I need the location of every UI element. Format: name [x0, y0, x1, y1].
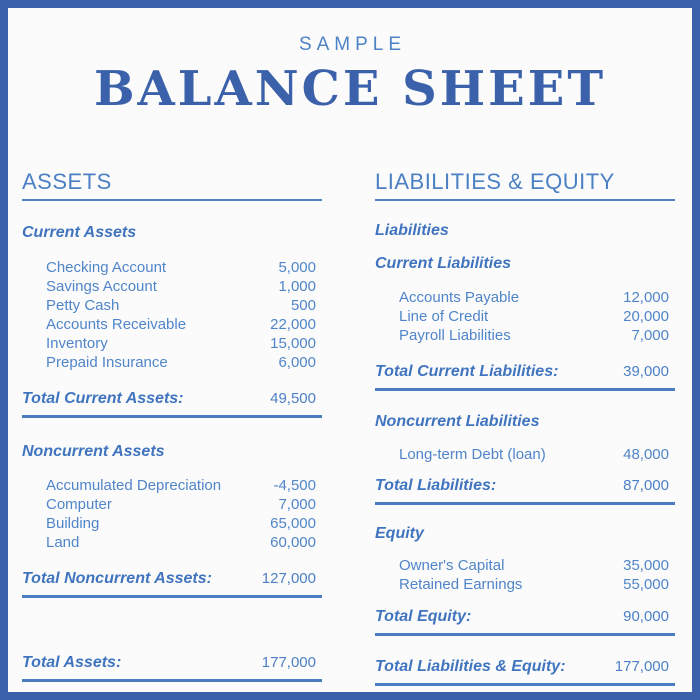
item-value: 22,000	[270, 316, 316, 333]
total-equity-row	[375, 607, 675, 636]
total-label: Total Equity:	[375, 608, 472, 625]
line-item-inventory	[22, 334, 322, 353]
line-item-accounts-receivable	[22, 315, 322, 334]
item-value: 5,000	[278, 259, 316, 276]
sample-label: SAMPLE	[298, 34, 407, 55]
line-item-accumulated-depreciation	[22, 476, 322, 495]
item-label: Prepaid Insurance	[46, 354, 168, 371]
total-label: Total Current Liabilities:	[375, 363, 559, 380]
item-value: 48,000	[623, 446, 669, 463]
columns-container	[22, 169, 675, 686]
line-item-land	[22, 533, 322, 552]
line-item-prepaid-insurance	[22, 353, 322, 372]
item-value: 7,000	[278, 496, 316, 513]
item-label: Petty Cash	[46, 297, 120, 314]
section-title-noncurrent-assets: Noncurrent Assets	[22, 443, 165, 460]
item-value: 65,000	[270, 515, 316, 532]
assets-heading: ASSETS	[22, 169, 322, 201]
line-item-owners-capital	[375, 556, 675, 575]
line-item-savings-account	[22, 277, 322, 296]
item-label: Accounts Receivable	[46, 316, 187, 333]
item-label: Accumulated Depreciation	[46, 477, 222, 494]
item-label: Owner's Capital	[399, 557, 505, 574]
item-label: Savings Account	[46, 278, 157, 295]
line-item-payroll-liabilities	[375, 326, 675, 345]
item-label: Long-term Debt (loan)	[399, 446, 546, 463]
noncurrent-liabilities-items	[375, 445, 675, 464]
section-title-noncurrent-liabilities: Noncurrent Liabilities	[375, 413, 540, 430]
item-value: 60,000	[270, 534, 316, 551]
liabilities-equity-heading: LIABILITIES & EQUITY	[375, 169, 675, 201]
line-item-long-term-debt	[375, 445, 675, 464]
line-item-checking-account	[22, 258, 322, 277]
item-value: 35,000	[623, 557, 669, 574]
page-title: BALANCE SHEET	[93, 61, 607, 117]
grand-total-value: 177,000	[614, 658, 669, 675]
total-assets-row	[22, 653, 322, 682]
section-title-equity: Equity	[375, 525, 424, 542]
item-value: 12,000	[623, 289, 669, 306]
total-value: 90,000	[623, 608, 669, 625]
line-item-retained-earnings	[375, 575, 675, 594]
total-label: Total Noncurrent Assets:	[22, 570, 212, 587]
total-liabilities-equity-row	[375, 657, 675, 686]
item-label: Payroll Liabilities	[399, 327, 511, 344]
total-label: Total Current Assets:	[22, 390, 184, 407]
section-title-current-assets: Current Assets	[22, 224, 137, 241]
item-value: -4,500	[273, 477, 316, 494]
document-header	[8, 8, 692, 115]
grand-total-label: Total Liabilities & Equity:	[375, 658, 566, 675]
section-title-liabilities: Liabilities	[375, 222, 449, 239]
item-label: Land	[46, 534, 80, 551]
item-value: 7,000	[631, 327, 669, 344]
current-liabilities-items	[375, 288, 675, 345]
total-value: 39,000	[623, 363, 669, 380]
total-current-liabilities-row	[375, 362, 675, 391]
noncurrent-assets-items	[22, 476, 322, 552]
item-value: 6,000	[278, 354, 316, 371]
item-value: 55,000	[623, 576, 669, 593]
total-value: 49,500	[270, 390, 316, 407]
line-item-accounts-payable	[375, 288, 675, 307]
total-noncurrent-assets-row	[22, 569, 322, 598]
grand-total-value: 177,000	[261, 654, 316, 671]
assets-column	[22, 169, 322, 686]
item-label: Computer	[46, 496, 112, 513]
line-item-line-of-credit	[375, 307, 675, 326]
section-title-current-liabilities: Current Liabilities	[375, 255, 512, 272]
line-item-petty-cash	[22, 296, 322, 315]
item-label: Inventory	[46, 335, 108, 352]
item-label: Building	[46, 515, 100, 532]
item-label: Accounts Payable	[399, 289, 520, 306]
liabilities-equity-column	[375, 169, 675, 686]
total-value: 87,000	[623, 477, 669, 494]
line-item-building	[22, 514, 322, 533]
item-value: 1,000	[278, 278, 316, 295]
item-label: Retained Earnings	[399, 576, 523, 593]
total-current-assets-row	[22, 389, 322, 418]
line-item-computer	[22, 495, 322, 514]
equity-items	[375, 556, 675, 594]
item-value: 15,000	[270, 335, 316, 352]
item-label: Checking Account	[46, 259, 167, 276]
total-value: 127,000	[261, 570, 316, 587]
item-label: Line of Credit	[399, 308, 489, 325]
item-value: 20,000	[623, 308, 669, 325]
total-liabilities-row	[375, 476, 675, 505]
grand-total-label: Total Assets:	[22, 654, 122, 671]
current-assets-items	[22, 258, 322, 372]
total-label: Total Liabilities:	[375, 477, 497, 494]
item-value: 500	[290, 297, 316, 314]
